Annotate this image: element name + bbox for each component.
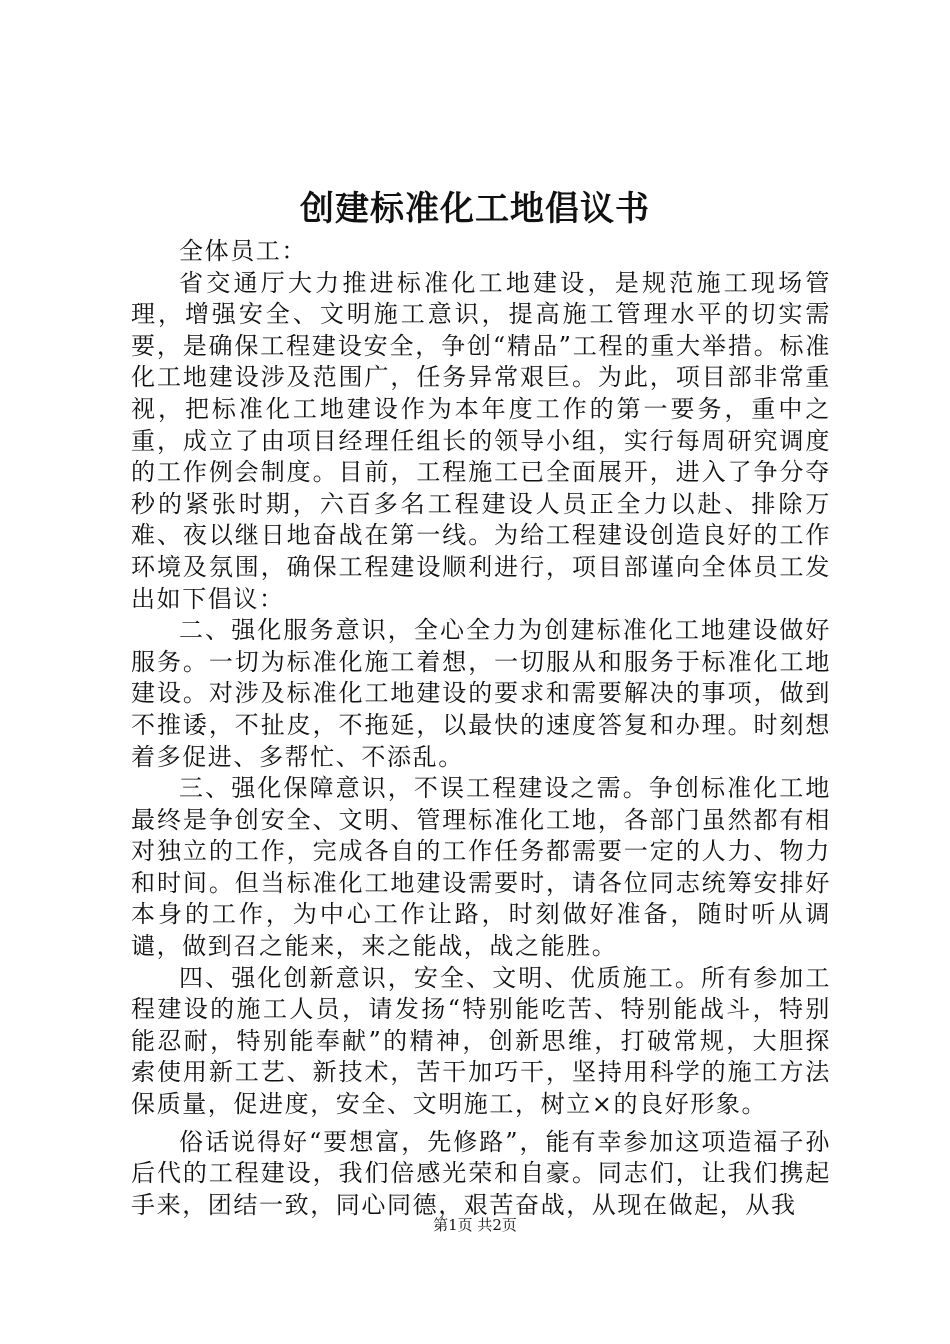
- paragraph-intro: 省交通厅大力推进标准化工地建设，是规范施工现场管理，增强安全、文明施工意识，提高施工管理水平的切实需要，是确保工程建设安全，争创“精品”工程的重大举措。标准化工地建设涉及范围广，任务异常艰巨。为此，项目部非常重视，把标准化工地建设作为本年度工作的第一要务，重中之重，成立了由项目经理任组长的领导小组，实行每周研究调度的工作例会制度。目前，工程施工已全面展开，进入了争分夺秒的紧张时期，六百多名工程建设人员正全力以赴、排除万难、夜以继日地奋战在第一线。为给工程建设创造良好的工作环境及氛围，确保工程建设顺利进行，项目部谨向全体员工发出如下倡议：: [131, 268, 831, 613]
- salutation: 全体员工：: [179, 237, 307, 265]
- paragraph-guarantee: 三、强化保障意识，不误工程建设之需。争创标准化工地最终是争创安全、文明、管理标准化工地，各部门虽然都有相对独立的工作，完成各自的工作任务都需要一定的人力、物力和时间。但当标准化工地建设需要时，请各位同志统筹安排好本身的工作，为中心工作让路，时刻做好准备，随时听从调谴，做到召之能来，来之能战，战之能胜。: [131, 774, 831, 961]
- paragraph-innovation: 四、强化创新意识，安全、文明、优质施工。所有参加工程建设的施工人员，请发扬“特别能吃苦、特别能战斗，特别能忍耐，特别能奉献”的精神，创新思维，打破常规，大胆探索使用新工艺、新技术，苦干加巧干，坚持用科学的施工方法保质量，促进度，安全、文明施工，树立×的良好形象。: [131, 963, 831, 1119]
- paragraph-service: 二、强化服务意识，全心全力为创建标准化工地建设做好服务。一切为标准化施工着想，一切服从和服务于标准化工地建设。对涉及标准化工地建设的要求和需要解决的事项，做到不推诿，不扯皮，不拖延，以最快的速度答复和办理。时刻想着多促进、多帮忙、不添乱。: [131, 616, 831, 771]
- document-title: 创建标准化工地倡议书: [300, 189, 650, 229]
- paragraph-closing: 俗话说得好“要想富，先修路”，能有幸参加这项造福子孙后代的工程建设，我们倍感光荣和自豪。同志们，让我们携起手来，团结一致，同心同德，艰苦奋战，从现在做起，从我: [131, 1127, 831, 1219]
- page-footer: 第1页 共2页: [433, 1216, 517, 1234]
- document-body: [131, 236, 831, 1221]
